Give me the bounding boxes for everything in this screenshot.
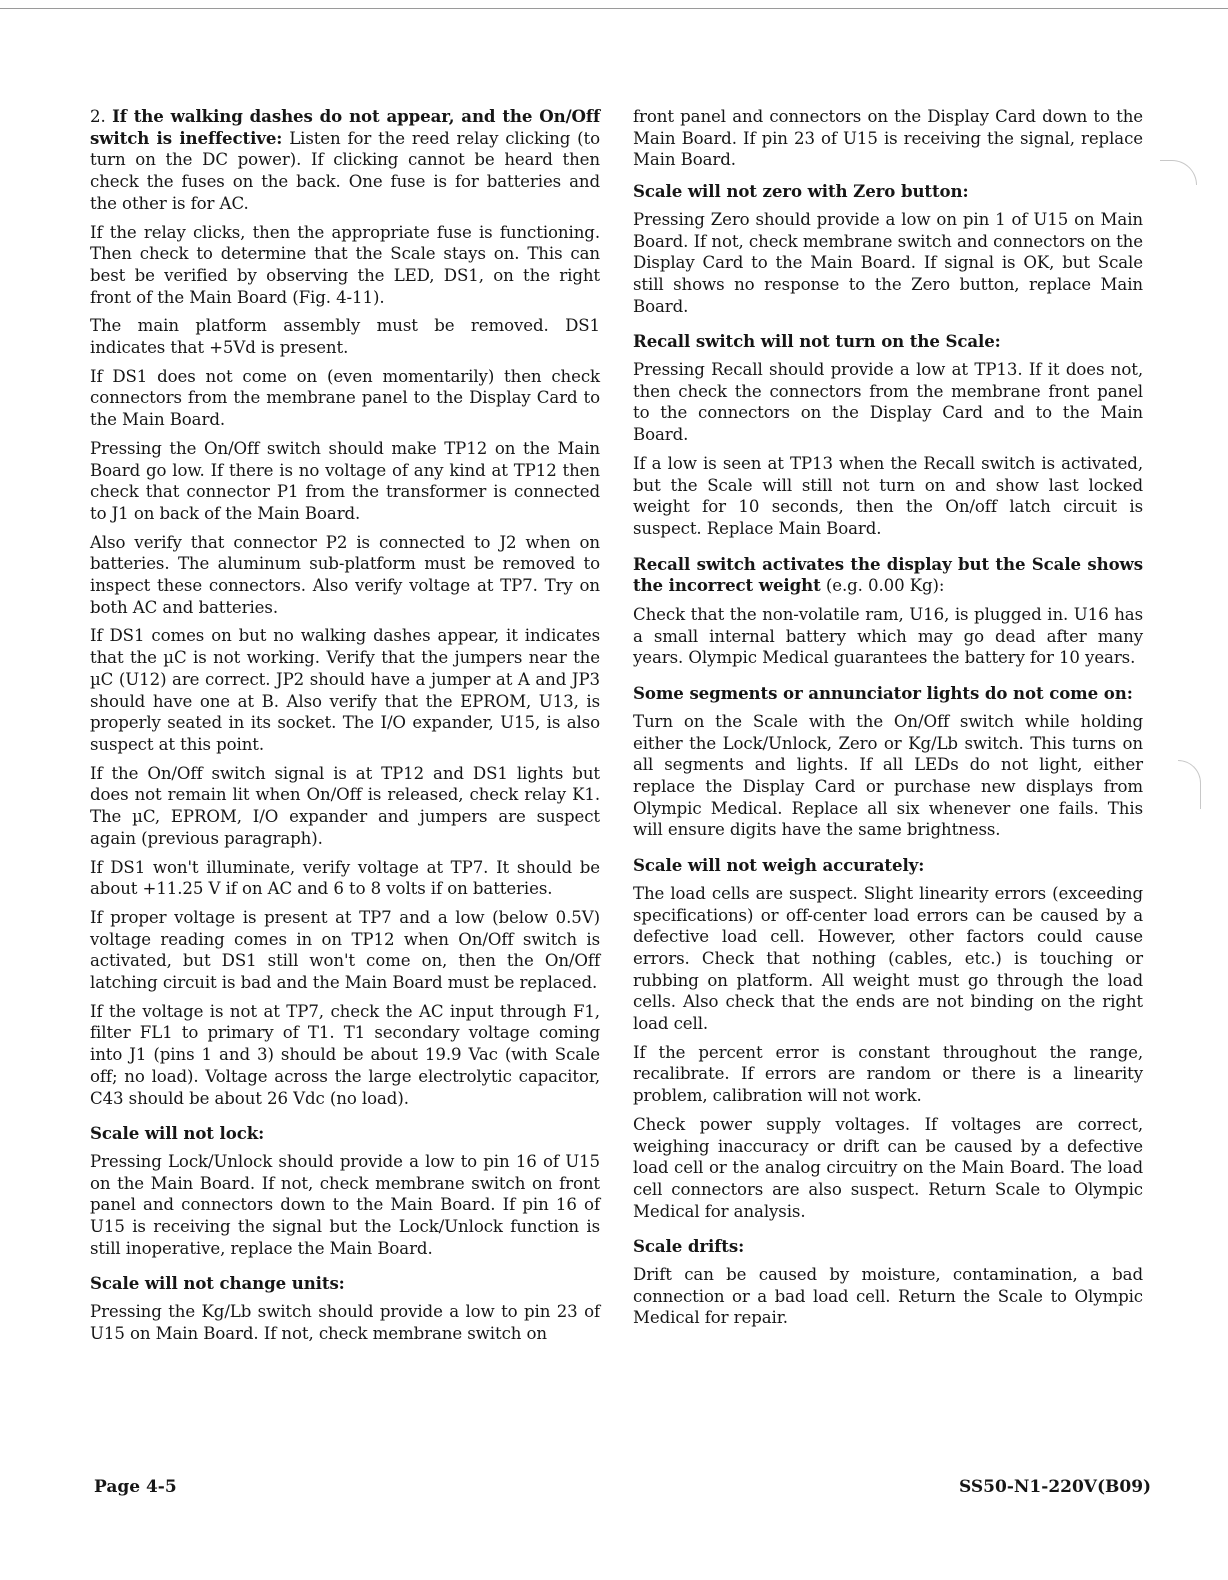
list-number: 2. (90, 107, 106, 126)
paragraph: Pressing Lock/Unlock should provide a low to pin 16 of U15 on the Main Board. If not, check membrane switch on front panel and connectors down to the Main Board. If pin 16 of U15 is receiving the signal but the Lock/Unlock function is still inoperative, replace the Main Board. (90, 1151, 600, 1258)
paragraph: front panel and connectors on the Display Card down to the Main Board. If pin 23 of U15 is receiving the signal, replace Main Board. (633, 107, 1143, 170)
scan-artifact (1178, 760, 1201, 809)
paragraph: If the On/Off switch signal is at TP12 and DS1 lights but does not remain lit when On/Off is released, check relay K1. The µC, EPROM, I/O expander and jumpers are suspect again (previous paragraph). (90, 763, 600, 848)
paragraph: If the relay clicks, then the appropriate fuse is functioning. Then check to determine that the Scale stays on. This can best be verified by observing the LED, DS1, on the right front of the Main Board (Fig. 4-11). (90, 222, 600, 307)
paragraph: Pressing Zero should provide a low on pin 1 of U15 on Main Board. If not, check membrane switch and connectors on the Display Card to the Main Board. If signal is OK, but Scale still shows no response to the Zero button, replace Main Board. (633, 209, 1143, 316)
paragraph (90, 106, 600, 215)
scan-artifact (1160, 160, 1197, 185)
paragraph: If proper voltage is present at TP7 and a low (below 0.5V) voltage reading comes in on TP12 when On/Off switch is activated, but DS1 still won't come on, then the On/Off latching circuit is bad and the Main Board must be replaced. (90, 907, 600, 993)
paragraph: Pressing the On/Off switch should make TP12 on the Main Board go low. If there is no voltage of any kind at TP12 then check that connector P1 from the transformer is connected to J1 on back of the Main Board. (90, 438, 600, 523)
paragraph: If the percent error is constant throughout the range, recalibrate. If errors are random or there is a linearity problem, calibration will not work. (633, 1042, 1143, 1106)
section-heading-lock: Scale will not lock: (90, 1123, 265, 1144)
paragraph: Check that the non-volatile ram, U16, is plugged in. U16 has a small internal battery which may go dead after many years. Olympic Medical guarantees the battery for 10 years. (633, 605, 1143, 668)
top-rule (0, 8, 1228, 9)
paragraph: Pressing Recall should provide a low at TP13. If it does not, then check the connectors from the membrane front panel to the connectors on the Display Card and to the Main Board. (633, 360, 1143, 445)
paragraph: Drift can be caused by moisture, contamination, a bad connection or a bad load cell. Return the Scale to Olympic Medical for repair. (633, 1265, 1143, 1328)
section-heading-segments: Some segments or annunciator lights do not come on: (633, 683, 1133, 704)
heading-plain-text: (e.g. 0.00 Kg): (825, 576, 945, 596)
paragraph-text: Listen for the reed relay clicking (to turn on the DC power). If clicking cannot be heard then check the fuses on the back. One fuse is for batteries and the other is for AC. (90, 128, 600, 213)
section-lead: If the walking dashes do not appear, and the On/Off switch is ineffective: (90, 106, 600, 148)
paragraph: Also verify that connector P2 is connected to J2 when on batteries. The aluminum sub-platform must be removed to inspect these connectors. Also verify voltage at TP7. Try on both AC and batteries. (90, 532, 600, 617)
paragraph: If a low is seen at TP13 when the Recall switch is activated, but the Scale will still not turn on and show last locked weight for 10 seconds, then the On/off latch circuit is suspect. Replace Main Board. (633, 453, 1143, 538)
section-heading-incorrect (633, 554, 1143, 597)
paragraph: If DS1 does not come on (even momentarily) then check connectors from the membrane panel to the Display Card to the Main Board. (90, 366, 600, 430)
section-heading-weigh: Scale will not weigh accurately: (633, 855, 925, 876)
section-heading-recall: Recall switch will not turn on the Scale: (633, 331, 1001, 352)
left-column (90, 106, 600, 1352)
paragraph: If DS1 comes on but no walking dashes appear, it indicates that the µC is not working. Verify that the jumpers near the µC (U12) are correct. JP2 should have a jumper at A and JP3 should have one at B. Also verify that the EPROM, U13, is properly seated in its socket. The I/O expander, U15, is also suspect at this point. (90, 626, 600, 754)
document-id: SS50-N1-220V(B09) (959, 1477, 1152, 1497)
heading-bold-text: Recall switch activates the display but the Scale shows the incorrect weight (633, 553, 1143, 596)
page-number: Page 4-5 (94, 1477, 177, 1497)
paragraph: Check power supply voltages. If voltages are correct, weighing inaccuracy or drift can be caused by a defective load cell or the analog circuitry on the Main Board. The load cell connectors are also suspect. Return Scale to Olympic Medical for analysis. (633, 1114, 1143, 1221)
paragraph: The load cells are suspect. Slight linearity errors (exceeding specifications) or off-center load errors can be caused by a defective load cell. However, other factors could cause errors. Check that nothing (cables, etc.) is touching or rubbing on platform. All weight must go through the load cells. Also check that the ends are not binding on the right load cell. (633, 883, 1143, 1034)
right-column (633, 106, 1143, 1336)
paragraph: If DS1 won't illuminate, verify voltage at TP7. It should be about +11.25 V if on AC and 6 to 8 volts if on batteries. (90, 857, 600, 899)
paragraph: Turn on the Scale with the On/Off switch while holding either the Lock/Unlock, Zero or Kg/Lb switch. This turns on all segments and lights. If all LEDs do not light, either replace the Display Card or purchase new displays from Olympic Medical. Replace all six whenever one fails. This will ensure digits have the same brightness. (633, 711, 1143, 840)
section-heading-units: Scale will not change units: (90, 1273, 345, 1294)
paragraph: The main platform assembly must be removed. DS1 indicates that +5Vd is present. (90, 316, 600, 358)
paragraph: Pressing the Kg/Lb switch should provide a low to pin 23 of U15 on Main Board. If not, check membrane switch on (90, 1302, 600, 1343)
section-heading-drifts: Scale drifts: (633, 1236, 745, 1257)
paragraph: If the voltage is not at TP7, check the AC input through F1, filter FL1 to primary of T1. T1 secondary voltage coming into J1 (pins 1 and 3) should be about 19.9 Vac (with Scale off; no load). Voltage across the large electrolytic capacitor, C43 should be about 26 Vdc (no load). (90, 1001, 600, 1108)
section-heading-zero: Scale will not zero with Zero button: (633, 181, 969, 202)
